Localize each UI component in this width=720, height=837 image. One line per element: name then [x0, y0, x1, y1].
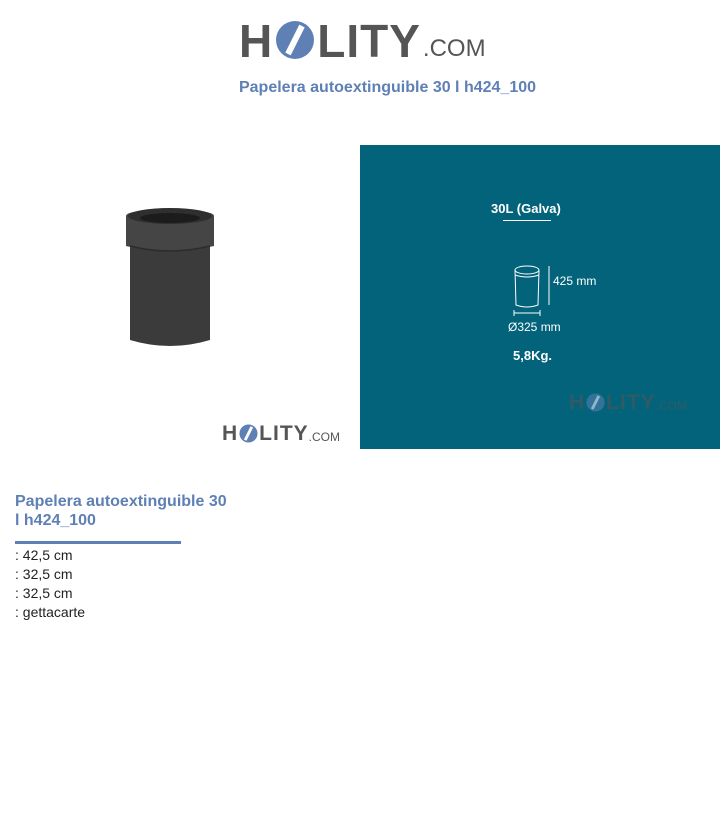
spec-list [15, 546, 85, 622]
logo-letters-lity: LITY [259, 422, 309, 445]
spec-depth: : 32,5 cm [15, 585, 73, 601]
logo-letter-h: H [222, 422, 239, 445]
logo-o-icon [275, 20, 315, 60]
panel-watermark-logo [569, 387, 687, 415]
page-title: Papelera autoextinguible 30 l h424_100 [238, 79, 537, 96]
bin-drawing-icon [510, 263, 560, 323]
weight-label: 5,8Kg. [513, 348, 553, 363]
logo-com: .COM [655, 399, 688, 413]
brand-logo[interactable] [239, 10, 486, 66]
logo-letters-lity: LITY [317, 15, 421, 67]
logo-letter-h: H [239, 15, 274, 67]
title-underline [15, 541, 181, 544]
logo-o-icon [586, 393, 605, 412]
logo-letters-lity: LITY [606, 391, 656, 414]
caption-underline [503, 220, 551, 221]
logo-letter-h: H [569, 391, 586, 414]
height-dimension: 425 mm [553, 274, 597, 288]
logo-o-icon [239, 424, 258, 443]
photo-watermark-logo [222, 418, 340, 446]
product-photo [100, 200, 240, 360]
diameter-dimension: Ø325 mm [508, 320, 561, 334]
spec-width: : 32,5 cm [15, 566, 73, 582]
logo-com: .COM [422, 35, 486, 62]
product-title-line1: Papelera autoextinguible 30 [15, 493, 227, 510]
product-title [15, 492, 245, 530]
product-title-line2: l h424_100 [15, 512, 96, 529]
logo-com: .COM [308, 430, 341, 444]
spec-type: : gettacarte [15, 604, 86, 620]
panel-caption: 30L (Galva) [491, 201, 561, 216]
spec-height: : 42,5 cm [15, 547, 73, 563]
